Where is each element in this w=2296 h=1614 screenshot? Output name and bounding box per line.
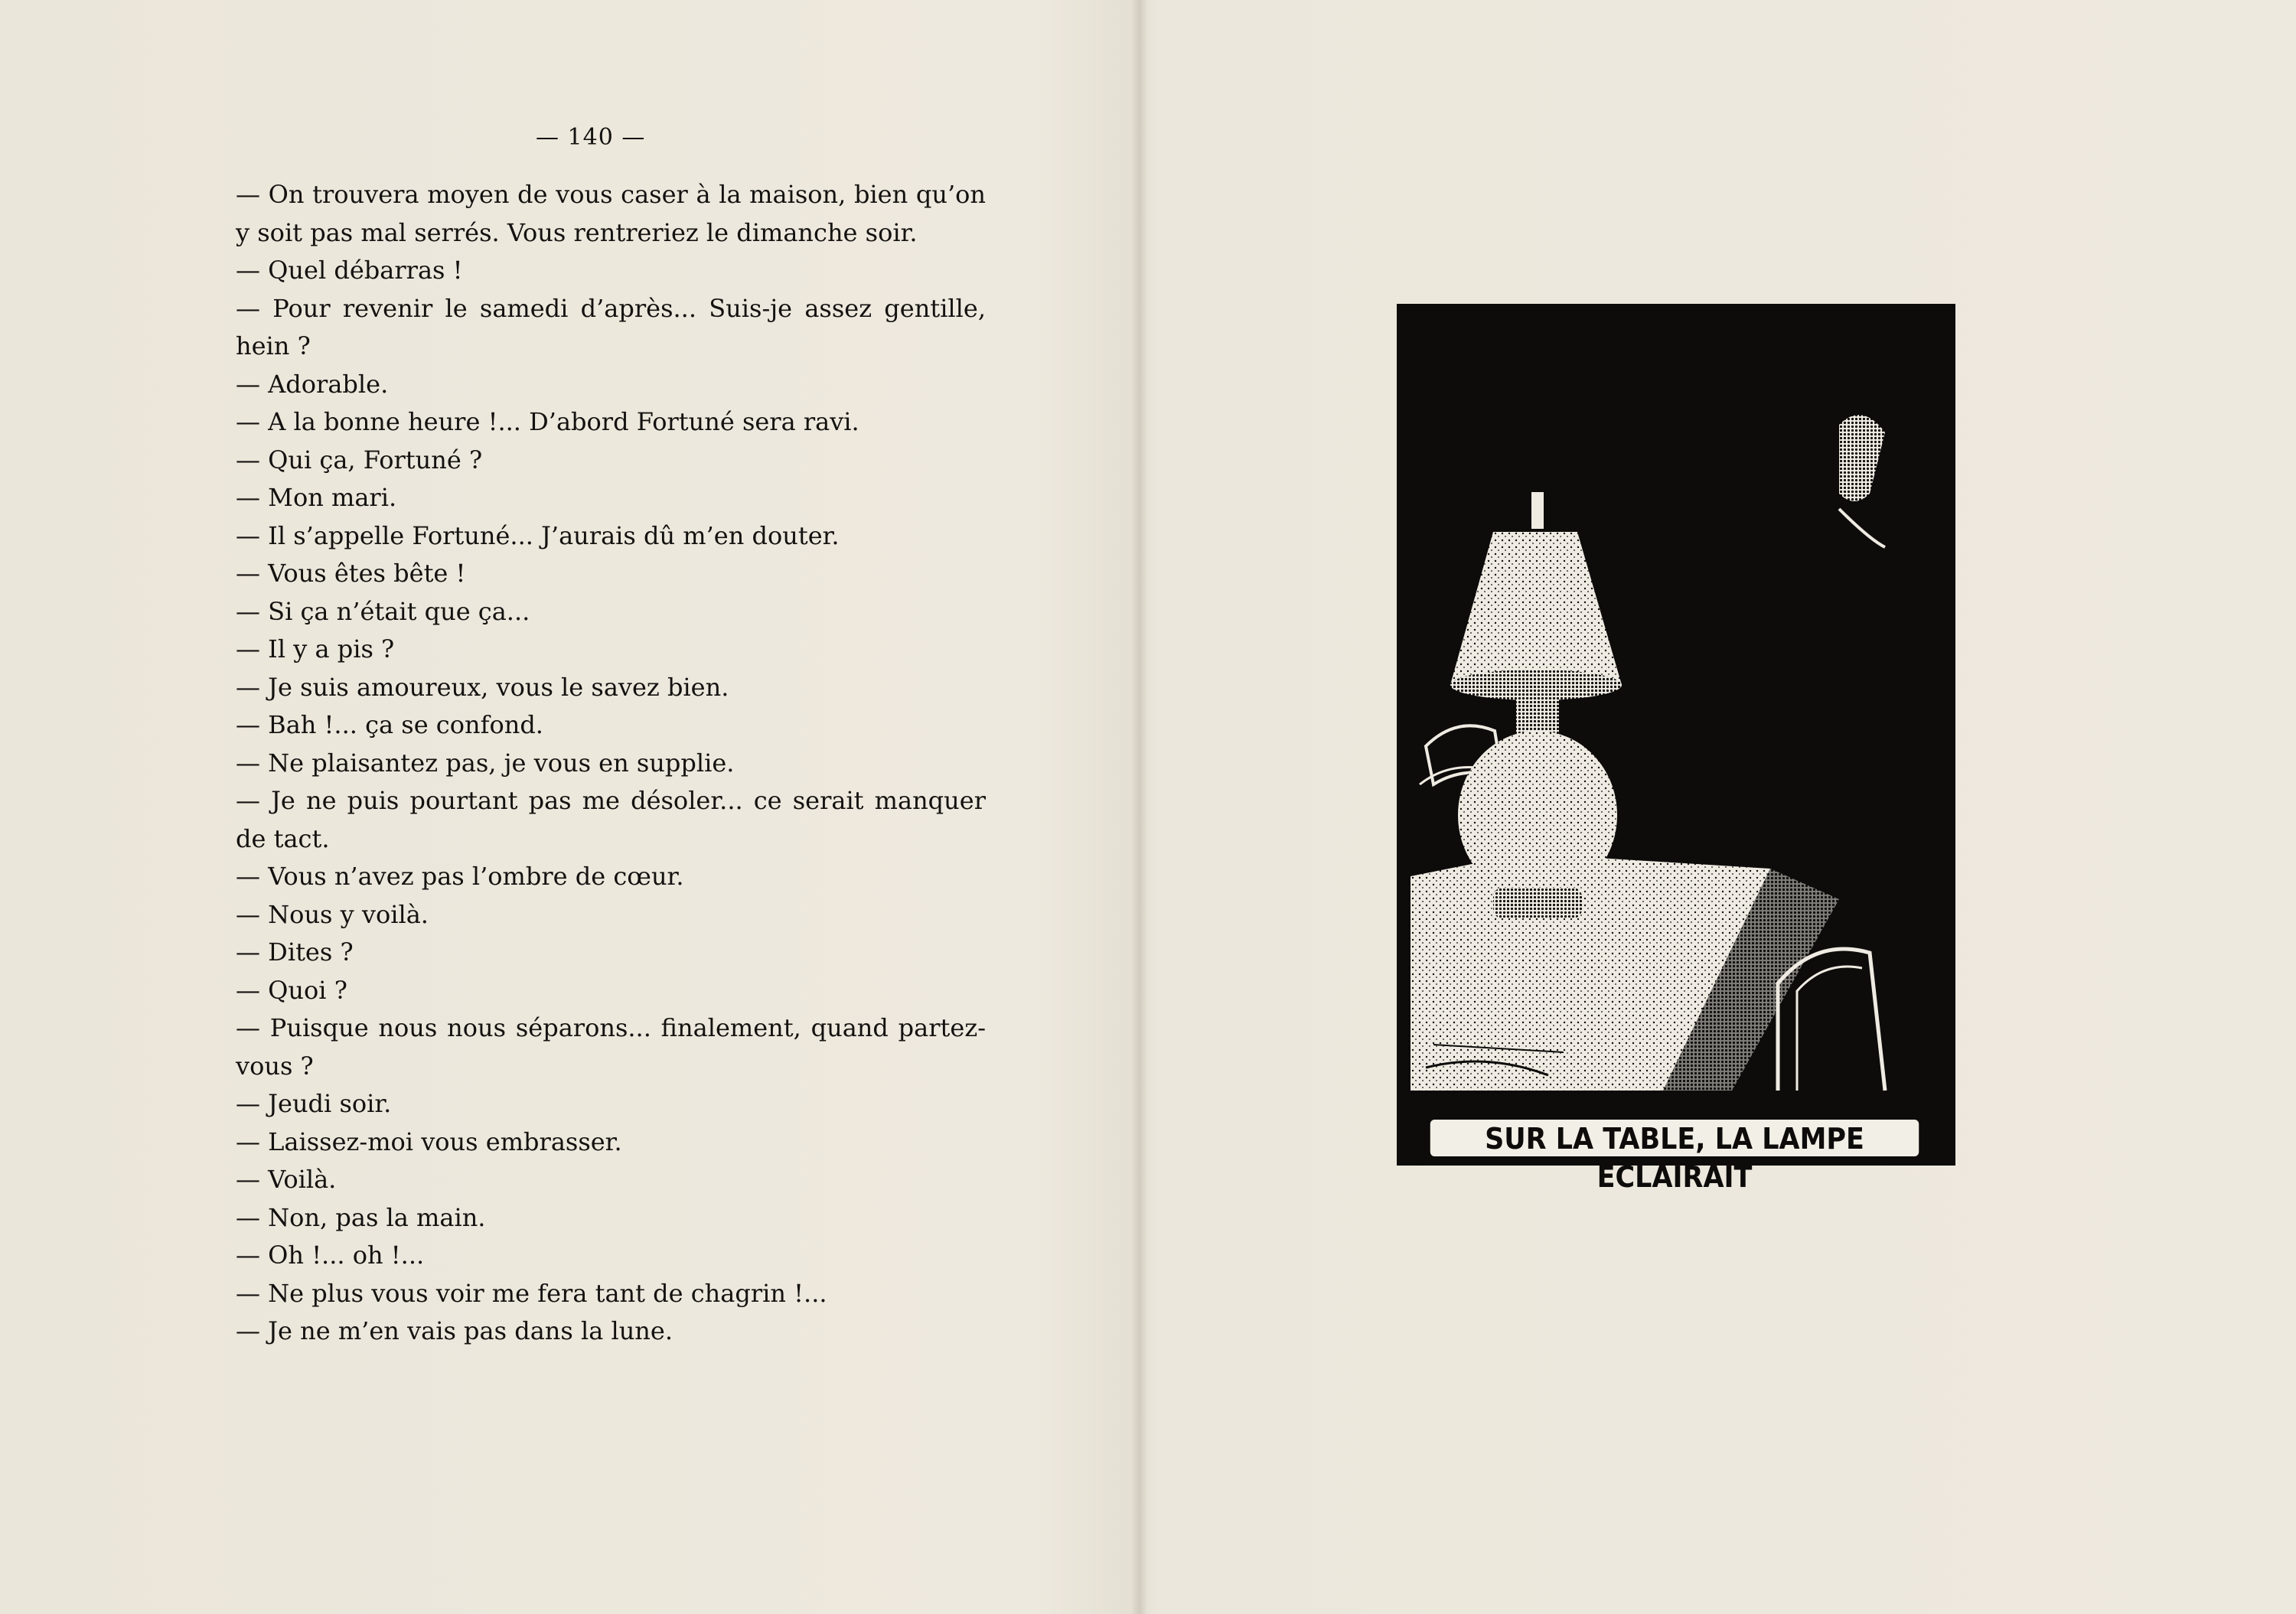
book-gutter bbox=[1131, 0, 1148, 1614]
lamp-scene bbox=[1411, 318, 1942, 1113]
dialogue-line: — Vous n’avez pas l’ombre de cœur. bbox=[236, 862, 684, 891]
lamp-body bbox=[1458, 731, 1617, 899]
dialogue-line: — Oh !... oh !... bbox=[236, 1241, 425, 1270]
dialogue-line: — On trouvera moyen de vous caser à la maison, bien qu’on y soit pas mal serrés. Vous rentreriez le dimanche soir. bbox=[236, 180, 986, 247]
dialogue-line: — Quel débarras ! bbox=[236, 256, 463, 285]
dialogue-line: — Dites ? bbox=[236, 937, 354, 967]
artist-monogram: FV bbox=[1911, 1074, 1938, 1095]
caption-frame bbox=[1398, 1113, 1952, 1194]
dialogue-line: — Nous y voilà. bbox=[236, 899, 429, 929]
dialogue-line: — Adorable. bbox=[236, 369, 389, 399]
dialogue-line: — Voilà. bbox=[236, 1165, 337, 1194]
dialogue-line: — Je suis amoureux, vous le savez bien. bbox=[236, 672, 729, 702]
illustration-caption: SUR LA TABLE, LA LAMPE ÉCLAIRAIT bbox=[1430, 1120, 1919, 1156]
dialogue-line: — Non, pas la main. bbox=[236, 1202, 486, 1232]
dialogue-line: — Ne plaisantez pas, je vous en supplie. bbox=[236, 748, 735, 778]
dialogue-line: — Pour revenir le samedi d’après... Suis-je assez gentille, hein ? bbox=[236, 293, 986, 360]
dialogue-line: — Je ne puis pourtant pas me désoler... ce serait manquer de tact. bbox=[236, 786, 986, 853]
woodcut-illustration bbox=[1397, 304, 1955, 1166]
dialogue-line: — Bah !... ça se confond. bbox=[236, 710, 543, 739]
dialogue-line: — Il s’appelle Fortuné... J’aurais dû m’en douter. bbox=[236, 520, 840, 550]
dialogue-line: — Laissez-moi vous embrasser. bbox=[236, 1127, 622, 1156]
dialogue-line: — Qui ça, Fortuné ? bbox=[236, 445, 483, 474]
page-number: — 140 — bbox=[536, 124, 646, 151]
dialogue-line: — Puisque nous nous séparons... finalement, quand partez-vous ? bbox=[236, 1013, 986, 1081]
dialogue-line: — Je ne m’en vais pas dans la lune. bbox=[236, 1316, 673, 1345]
dialogue-line: — Quoi ? bbox=[236, 975, 347, 1005]
dialogue-line: — Ne plus vous voir me fera tant de chagrin !... bbox=[236, 1278, 827, 1308]
dialogue-line: — Jeudi soir. bbox=[236, 1089, 392, 1118]
dialogue-line: — Il y a pis ? bbox=[236, 634, 395, 664]
lamp-chimney bbox=[1531, 492, 1544, 529]
dialogue-line: — Mon mari. bbox=[236, 483, 397, 512]
dialogue-line: — Si ça n’était que ça... bbox=[236, 596, 530, 626]
dialogue-text bbox=[236, 176, 986, 1351]
dialogue-line: — Vous êtes bête ! bbox=[236, 559, 466, 588]
dialogue-line: — A la bonne heure !... D’abord Fortuné sera ravi. bbox=[236, 407, 859, 436]
